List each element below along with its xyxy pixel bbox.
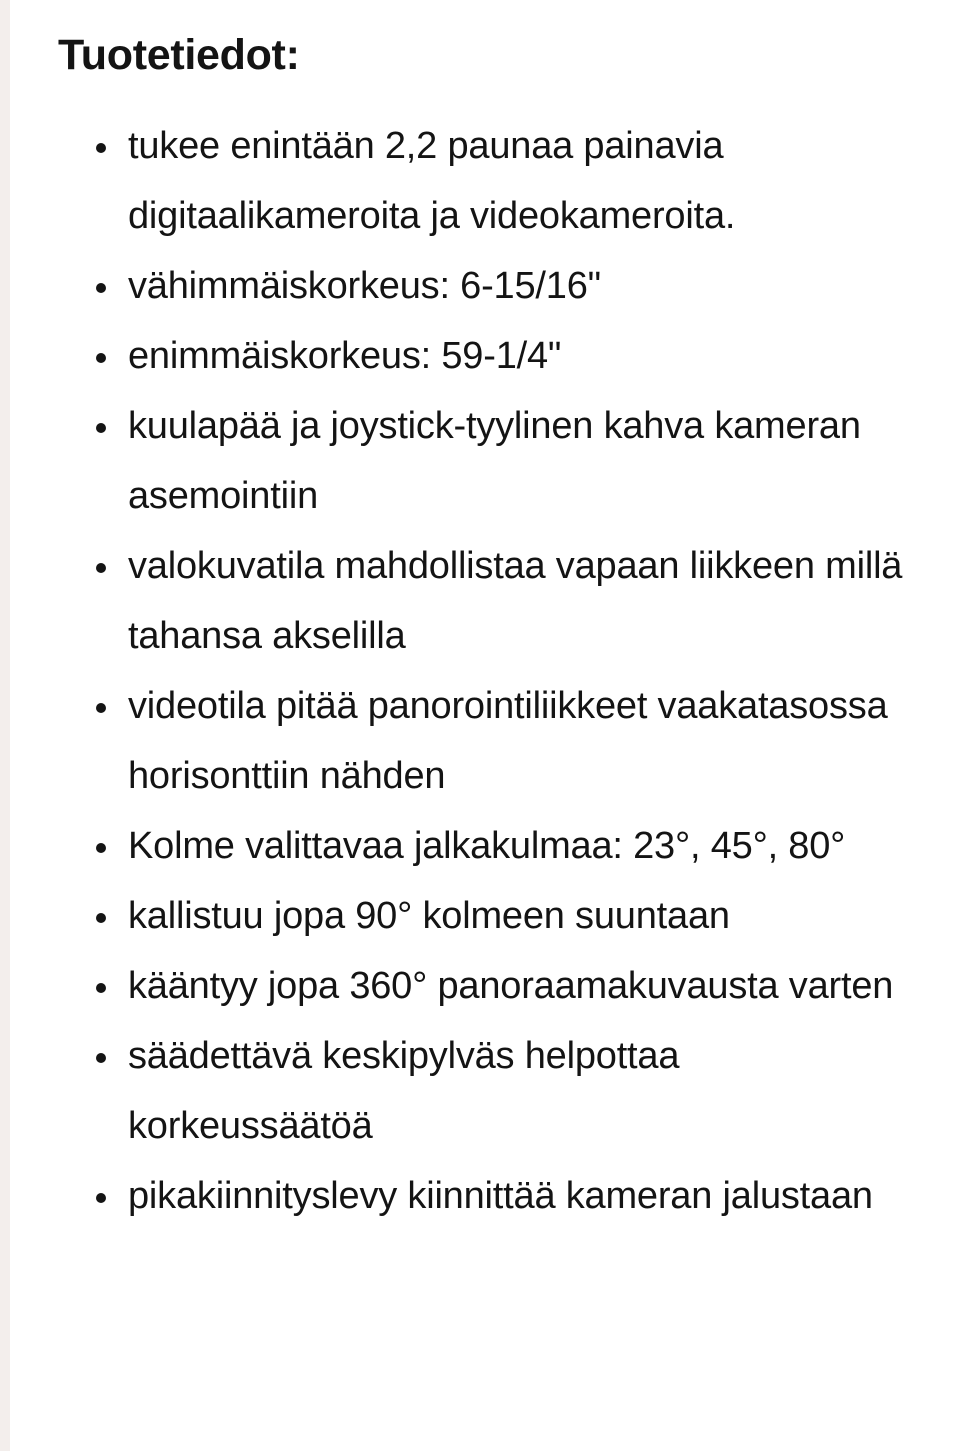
bullet-icon — [96, 913, 106, 923]
list-item-text: enimmäiskorkeus: 59-1/4" — [128, 335, 562, 377]
list-item — [94, 321, 914, 391]
list-item — [94, 531, 914, 671]
list-item — [94, 811, 914, 881]
list-item-text: vähimmäiskorkeus: 6-15/16" — [128, 265, 601, 307]
list-item — [94, 251, 914, 321]
list-item-text: valokuvatila mahdollistaa vapaan liikkeen millä tahansa akselilla — [128, 545, 903, 657]
section-title: Tuotetiedot: — [58, 31, 300, 79]
list-item — [94, 951, 914, 1021]
list-item-text: videotila pitää panorointiliikkeet vaakatasossa horisonttiin nähden — [128, 685, 888, 797]
list-item-text: kääntyy jopa 360° panoraamakuvausta varten — [128, 965, 894, 1007]
product-details-list — [94, 111, 914, 1231]
list-item-text: kuulapää ja joystick-tyylinen kahva kameran asemointiin — [128, 405, 861, 517]
bullet-icon — [96, 703, 106, 713]
bullet-icon — [96, 1053, 106, 1063]
list-item — [94, 671, 914, 811]
bullet-icon — [96, 423, 106, 433]
list-item — [94, 391, 914, 531]
list-item-text: kallistuu jopa 90° kolmeen suuntaan — [128, 895, 730, 937]
bullet-icon — [96, 843, 106, 853]
bullet-icon — [96, 563, 106, 573]
bullet-icon — [96, 283, 106, 293]
list-item — [94, 1161, 914, 1231]
list-item — [94, 111, 914, 251]
list-item — [94, 881, 914, 951]
list-item-text: säädettävä keskipylväs helpottaa korkeussäätöä — [128, 1035, 680, 1147]
list-item — [94, 1021, 914, 1161]
product-details-panel — [10, 0, 960, 1451]
list-item-text: Kolme valittavaa jalkakulmaa: 23°, 45°, 80° — [128, 825, 846, 867]
bullet-icon — [96, 983, 106, 993]
bullet-icon — [96, 1193, 106, 1203]
list-item-text: pikakiinnityslevy kiinnittää kameran jalustaan — [128, 1175, 873, 1217]
list-item-text: tukee enintään 2,2 paunaa painavia digitaalikameroita ja videokameroita. — [128, 125, 736, 237]
bullet-icon — [96, 353, 106, 363]
bullet-icon — [96, 143, 106, 153]
